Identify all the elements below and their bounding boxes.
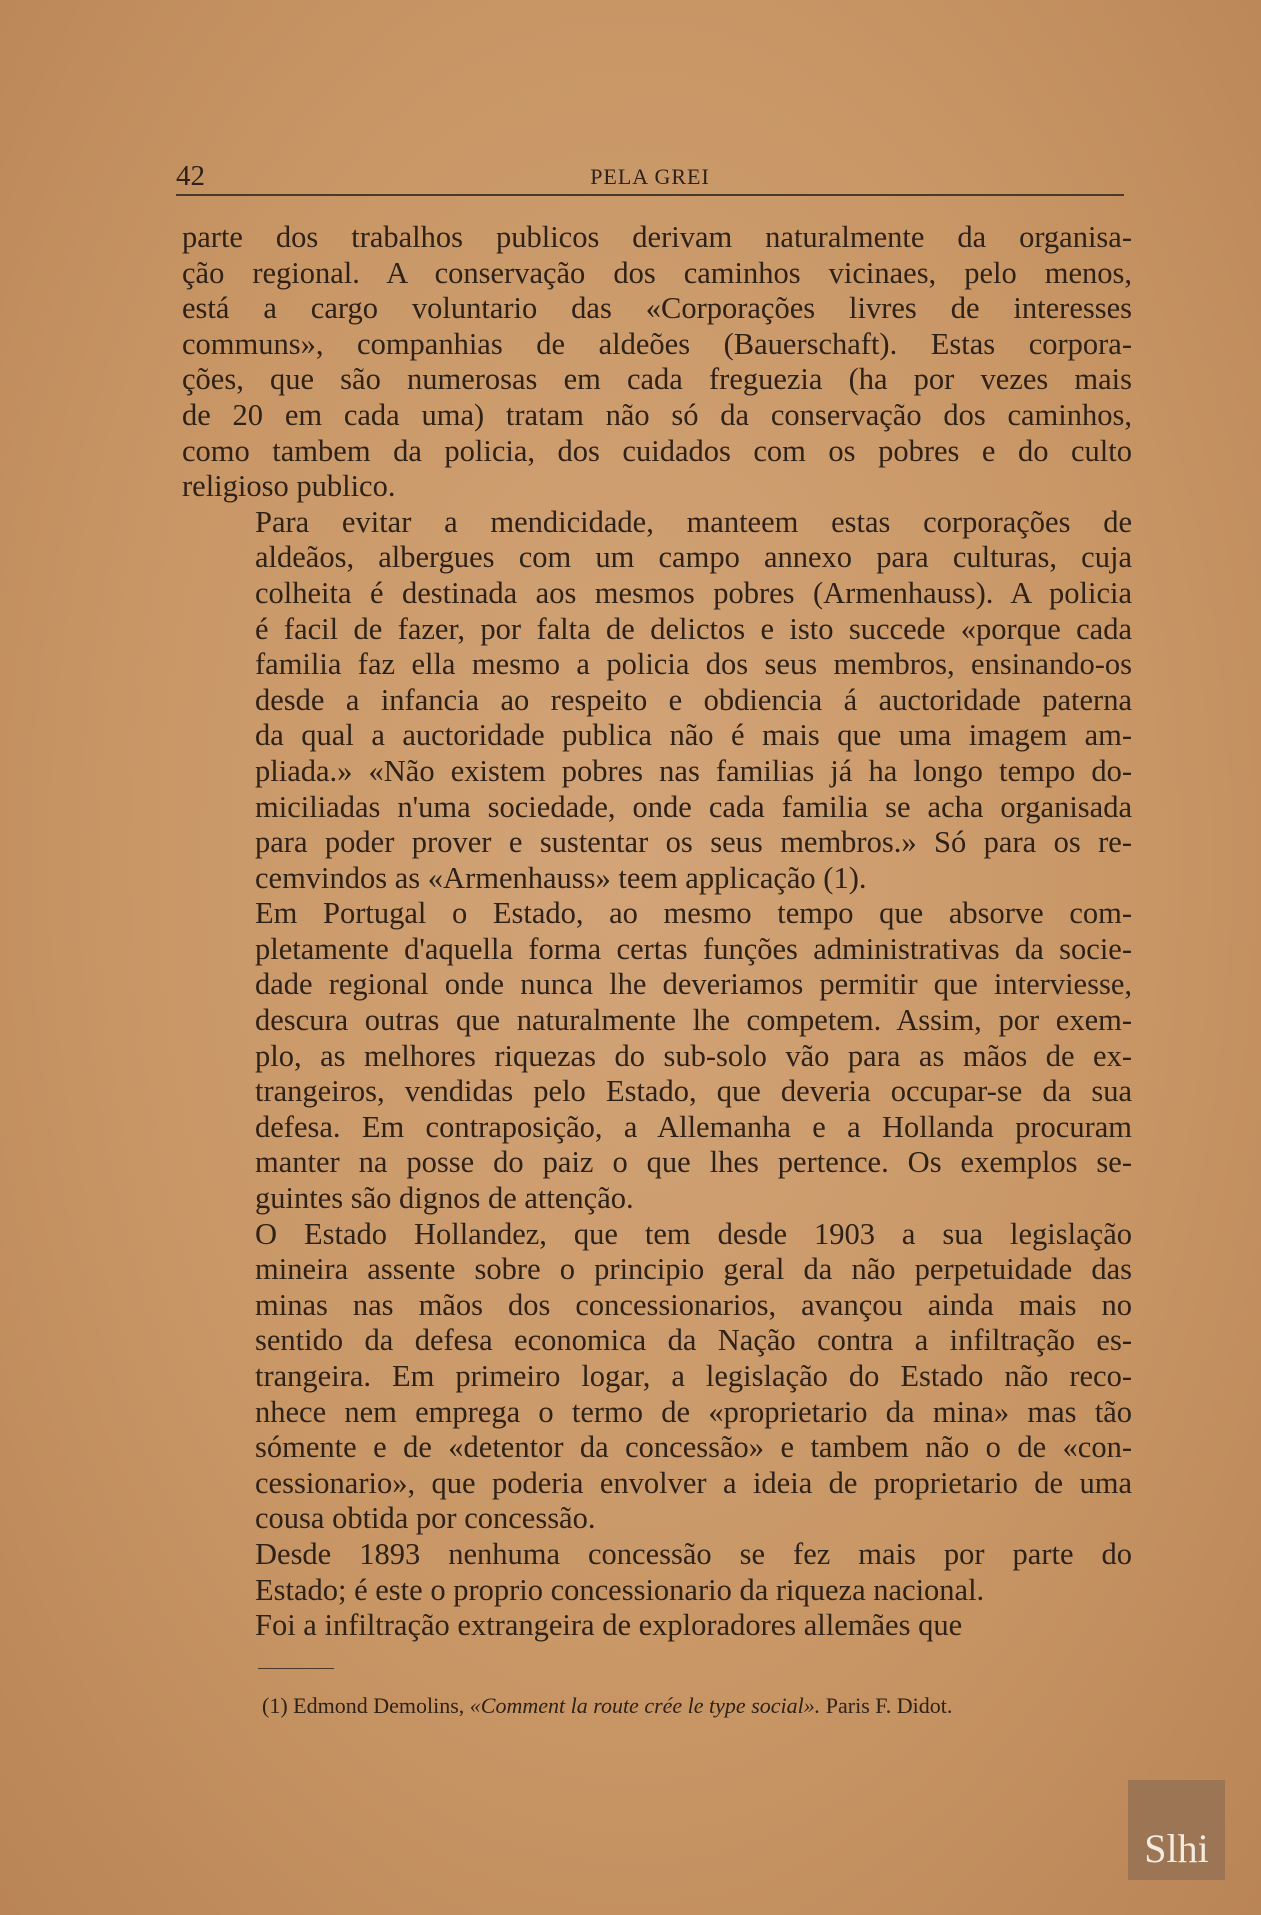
paragraph (182, 1608, 1132, 1644)
text-line: pliada.» «Não existem pobres nas familias já ha longo tempo do- (255, 753, 1132, 788)
paragraph (182, 896, 1132, 1216)
text-line: para poder prover e sustentar os seus membros.» Só para os re- (255, 825, 1132, 860)
text-line: cemvindos as «Armenhauss» teem applicação (1). (255, 860, 867, 895)
text-line: Em Portugal o Estado, ao mesmo tempo que absorve com- (255, 896, 1132, 931)
text-line: como tambem da policia, dos cuidados com os pobres e do culto (182, 433, 1132, 468)
footnote (262, 1693, 1142, 1719)
page-header (176, 158, 1124, 196)
text-line: de 20 em cada uma) tratam não só da conservação dos caminhos, (182, 397, 1132, 432)
text-line: ções, que são numerosas em cada freguezia (ha por vezes mais (182, 362, 1132, 397)
paragraph (182, 220, 1132, 505)
footnote-title: «Comment la route crée le type social». (469, 1693, 821, 1718)
footnote-marker: (1) (262, 1693, 288, 1718)
footnote-divider (258, 1668, 334, 1669)
paragraph (182, 1537, 1132, 1608)
text-line: pletamente d'aquella forma certas funções administrativas da socie- (255, 931, 1132, 966)
text-line: mineira assente sobre o principio geral da não perpetuidade das (255, 1252, 1132, 1287)
text-line: descura outras que naturalmente lhe competem. Assim, por exem- (255, 1003, 1132, 1038)
text-line: Estado; é este o proprio concessionario da riqueza nacional. (255, 1572, 985, 1607)
text-line: minas nas mãos dos concessionarios, avançou ainda mais no (255, 1287, 1132, 1322)
text-line: cousa obtida por concessão. (255, 1501, 596, 1536)
text-line: Foi a infiltração extrangeira de exploradores allemães que (255, 1608, 963, 1643)
text-line: Desde 1893 nenhuma concessão se fez mais por parte do (255, 1536, 1132, 1571)
text-line: é facil de fazer, por falta de delictos e isto succede «porque cada (255, 611, 1132, 646)
text-line: O Estado Hollandez, que tem desde 1903 a sua legislação (255, 1216, 1132, 1251)
text-line: dade regional onde nunca lhe deveriamos permitir que interviesse, (255, 967, 1132, 1002)
text-line: manter na posse do paiz o que lhes pertence. Os exemplos se- (255, 1145, 1132, 1180)
text-line: sómente e de «detentor da concessão» e tambem não o de «con- (255, 1430, 1132, 1465)
text-line: trangeiros, vendidas pelo Estado, que deveria occupar-se da sua (255, 1074, 1132, 1109)
footnote-author: Edmond Demolins, (293, 1693, 465, 1718)
text-line: communs», companhias de aldeões (Bauerschaft). Estas corpora- (182, 326, 1132, 361)
text-line: guintes são dignos de attenção. (255, 1181, 634, 1216)
text-line: miciliadas n'uma sociedade, onde cada familia se acha organisada (255, 789, 1132, 824)
page-number: 42 (176, 160, 205, 192)
paragraph (182, 1217, 1132, 1537)
paragraph (182, 505, 1132, 897)
text-line: familia faz ella mesmo a policia dos seus membros, ensinando-os (255, 647, 1132, 682)
text-line: parte dos trabalhos publicos derivam naturalmente da organisa- (182, 220, 1132, 254)
text-line: defesa. Em contraposição, a Allemanha e a Hollanda procuram (255, 1109, 1132, 1144)
text-line: ção regional. A conservação dos caminhos vicinaes, pelo menos, (182, 255, 1132, 290)
text-line: sentido da defesa economica da Nação contra a infiltração es- (255, 1323, 1132, 1358)
text-line: aldeãos, albergues com um campo annexo para culturas, cuja (255, 540, 1132, 575)
text-line: colheita é destinada aos mesmos pobres (Armenhauss). A policia (255, 575, 1132, 610)
text-line: cessionario», que poderia envolver a ideia de proprietario de uma (255, 1465, 1132, 1500)
text-line: desde a infancia ao respeito e obdiencia á auctoridade paterna (255, 682, 1132, 717)
text-line: nhece nem emprega o termo de «proprietario da mina» mas tão (255, 1394, 1132, 1429)
text-line: plo, as melhores riquezas do sub-solo vão para as mãos de ex- (255, 1038, 1132, 1073)
running-title: PELA GREI (590, 164, 710, 189)
library-stamp: Slhi (1128, 1780, 1225, 1880)
text-line: está a cargo voluntario das «Corporações livres de interesses (182, 291, 1132, 326)
footnote-publisher: Paris F. Didot. (825, 1693, 953, 1718)
text-line: Para evitar a mendicidade, manteem estas corporações de (255, 504, 1132, 539)
text-line: religioso publico. (182, 469, 396, 504)
text-line: da qual a auctoridade publica não é mais que uma imagem am- (255, 718, 1132, 753)
text-line: trangeira. Em primeiro logar, a legislação do Estado não reco- (255, 1359, 1132, 1393)
body-text (182, 220, 1132, 1644)
